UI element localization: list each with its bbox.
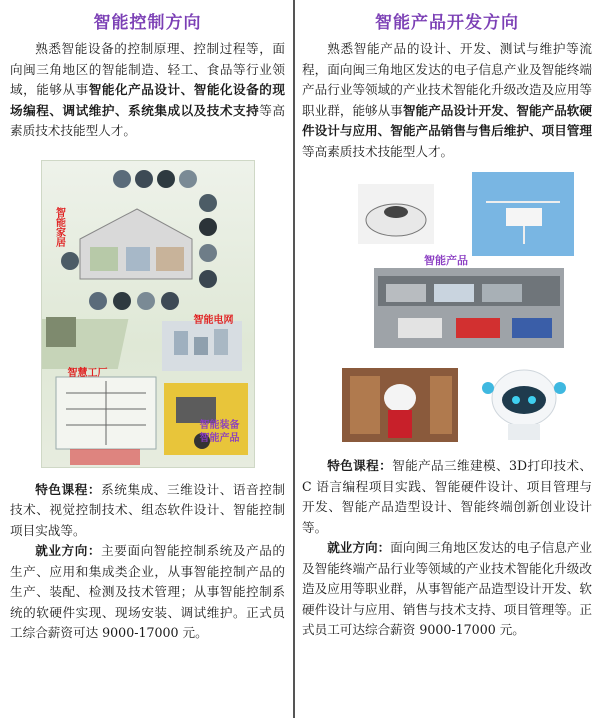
right-jobs: [302, 538, 592, 641]
left-courses: [10, 480, 285, 542]
left-course-label: 特色课程：: [35, 481, 102, 497]
label-smart-factory: 智慧工厂: [67, 367, 108, 379]
label-smart-equipment: 智能装备: [199, 419, 240, 431]
right-intro: [302, 39, 592, 162]
right-job-label: 就业方向：: [327, 540, 391, 555]
label-smart-home: 智能家居: [53, 206, 65, 247]
smart-products-collage: [338, 172, 578, 444]
right-title: 智能产品开发方向: [375, 13, 519, 33]
left-title: 智能控制方向: [93, 13, 202, 33]
column-divider: [293, 0, 295, 718]
left-course-text: 系统集成、三维设计、语音控制技术、视觉控制技术、组态软件设计、智能控制项目实战等。: [10, 481, 286, 538]
left-intro-end: 等高素质技术技能型人才。: [10, 102, 286, 138]
label-smart-products: 智能产品: [199, 432, 240, 444]
right-job-text: 面向闽三角地区发达的电子信息产业及智能终端产品行业等领域的产业技术智能化升级改造及应用等职业群，从事智能产品造型设计开发、软硬件设计与应用、销售与技术支持、项目管理等。正式员工可达综合薪资 9000-17000 元。: [302, 540, 593, 637]
left-intro-text: 熟悉智能设备的控制原理、控制过程等，面向闽三角地区的智能制造、轻工、食品等行业领域，能够从事: [10, 41, 285, 97]
left-column: [10, 0, 285, 644]
right-intro-text: 熟悉智能产品的设计、开发、测试与维护等流程，面向闽三角地区发达的电子信息产业及智能终端产品行业等领域的产业技术智能化升级改造及应用等职业群，能够从事: [302, 41, 592, 118]
right-course-text: 智能产品三维建模、3D打印技术、C 语言编程项目实践、智能硬件设计、项目管理与开发、智能产品造型设计、智能终端创新创业设计等。: [302, 458, 592, 535]
left-job-label: 就业方向：: [35, 543, 102, 558]
right-intro-bold: 智能产品设计开发、智能产品软硬件设计与应用、智能产品销售与售后维护、项目管理: [302, 102, 592, 138]
left-intro-bold: 智能化产品设计、智能化设备的现场编程、调试维护、系统集成以及技术支持: [10, 82, 286, 118]
right-course-label: 特色课程：: [327, 458, 393, 473]
label-smart-grid: 智能电网: [193, 314, 234, 326]
label-smart-products-right: 智能产品: [424, 254, 468, 267]
right-column: [302, 0, 592, 641]
smart-control-figure: [41, 160, 255, 468]
right-courses: [302, 456, 592, 538]
left-intro: [10, 39, 285, 142]
left-jobs: [10, 541, 285, 644]
left-job-text: 主要面向智能控制系统及产品的生产、应用和集成类企业，从事智能控制产品的生产、装配、检测及技术管理；从事智能控制系统的软硬件实现、现场安装、调试维护。正式员工综合薪资可达 9000-17000 元。: [10, 543, 286, 640]
right-intro-end: 等高素质技术技能型人才。: [302, 143, 454, 159]
smart-products-figure: [338, 172, 578, 444]
